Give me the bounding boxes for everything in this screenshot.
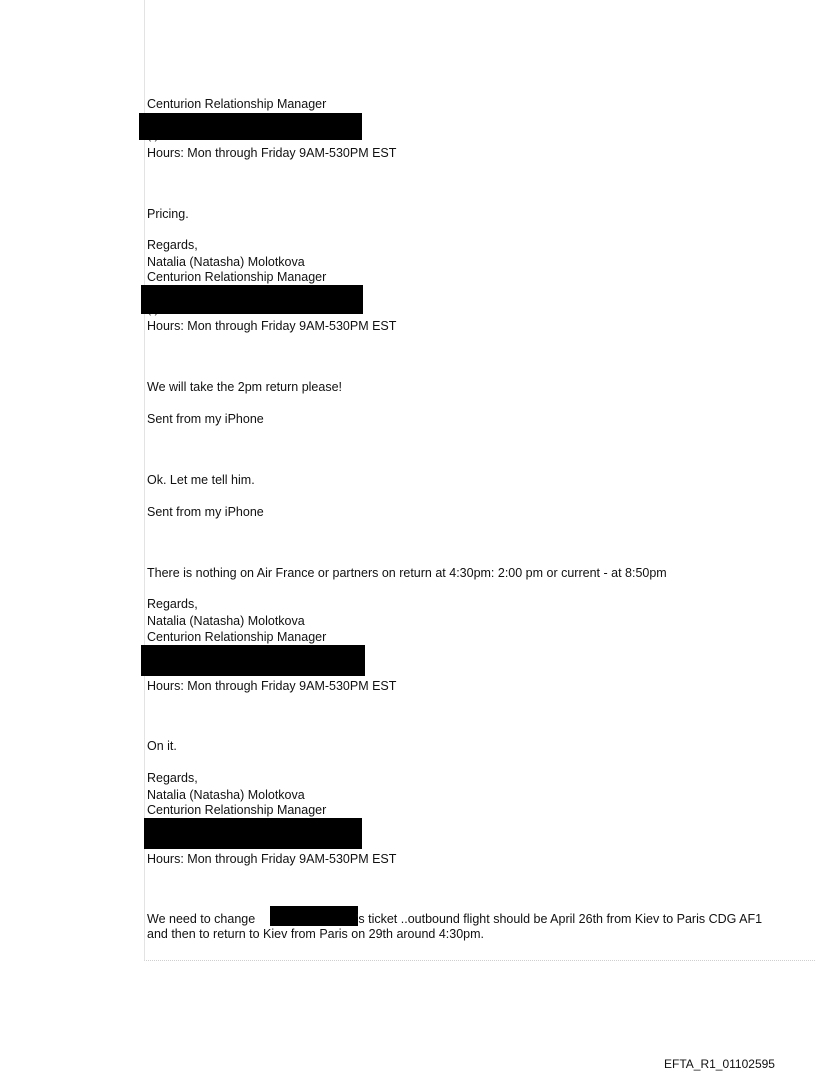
signature-hours: Hours: Mon through Friday 9AM-530PM EST [147,146,397,160]
redaction-bar [144,818,362,849]
message-change-ticket-part1: We need to change [147,912,256,926]
signature-regards: Regards, [147,238,198,252]
bates-number: EFTA_R1_01102595 [664,1057,775,1071]
signature-title: Centurion Relationship Manager [147,630,327,644]
signature-regards: Regards, [147,771,198,785]
message-nothing-air-france: There is nothing on Air France or partners on return at 4:30pm: 2:00 pm or current - at 8:50pm [147,566,667,580]
signature-hours: Hours: Mon through Friday 9AM-530PM EST [147,679,397,693]
signature-name: Natalia (Natasha) Molotkova [147,788,305,802]
message-take-2pm: We will take the 2pm return please! [147,380,343,394]
signature-title: Centurion Relationship Manager [147,270,327,284]
signature-name: Natalia (Natasha) Molotkova [147,614,305,628]
signature-title: Centurion Relationship Manager [147,97,327,111]
redaction-bar [141,645,365,676]
signature-hours: Hours: Mon through Friday 9AM-530PM EST [147,852,397,866]
redaction-bar [141,285,363,314]
message-on-it: On it. [147,739,177,753]
message-change-ticket-line2: and then to return to Kiev from Paris on 29th around 4:30pm. [147,927,485,941]
signature-name: Natalia (Natasha) Molotkova [147,255,305,269]
message-change-ticket-part2: 's ticket ..outbound flight should be April 26th from Kiev to Paris CDG AF1 [356,912,763,926]
signature-title: Centurion Relationship Manager [147,803,327,817]
redaction-bar [270,906,358,926]
message-tell-him: Ok. Let me tell him. [147,473,255,487]
signature-hours: Hours: Mon through Friday 9AM-530PM EST [147,319,397,333]
message-pricing: Pricing. [147,207,189,221]
signature-regards: Regards, [147,597,198,611]
redaction-bar [139,113,362,140]
message-sent-from-iphone: Sent from my iPhone [147,412,264,426]
message-sent-from-iphone: Sent from my iPhone [147,505,264,519]
